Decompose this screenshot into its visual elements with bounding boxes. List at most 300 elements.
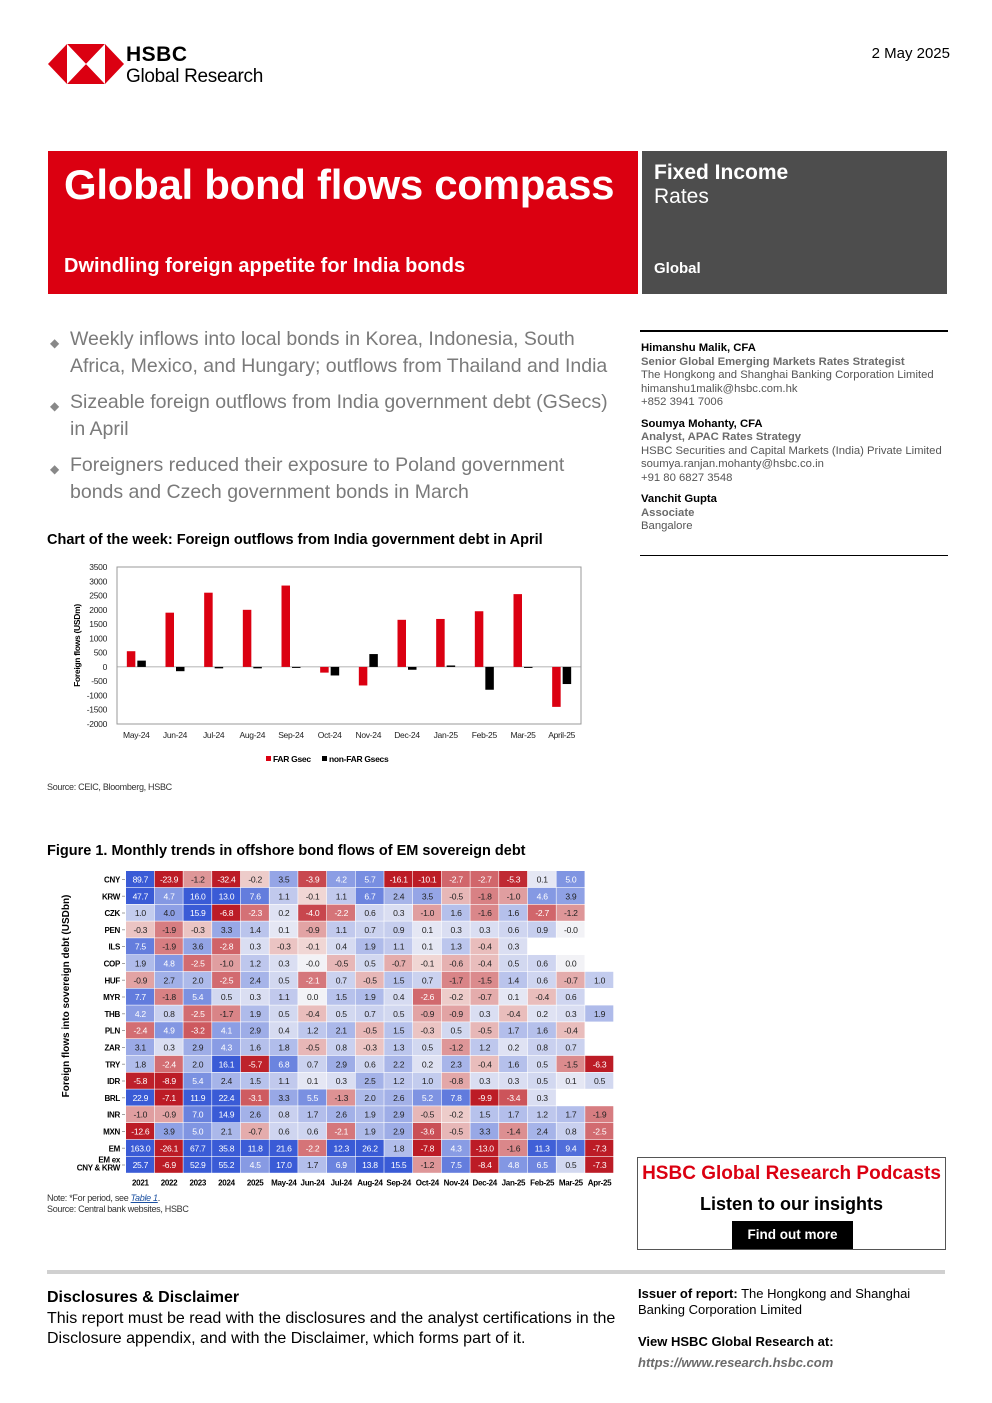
author-org: The Hongkong and Shanghai Banking Corporation Limited — [641, 369, 934, 381]
heatmap-cell-value: 0.5 — [450, 1025, 462, 1036]
bar-nonfar — [215, 667, 224, 668]
heatmap-cell-value: 2.6 — [335, 1109, 347, 1120]
heatmap-cell-value: -1.7 — [449, 975, 463, 986]
plot-frame — [117, 567, 581, 724]
heatmap-cell-value: -0.3 — [363, 1042, 377, 1053]
row-label: ZAR — [104, 1043, 120, 1053]
heatmap-cell-value: 6.7 — [364, 891, 376, 902]
heatmap-cell-value: 0.5 — [565, 1160, 577, 1171]
bar-far — [166, 613, 175, 667]
heatmap-cell-value: 0.5 — [536, 1059, 548, 1070]
chart-of-week-heading: Chart of the week: Foreign outflows from India government debt in April — [47, 532, 543, 548]
heatmap-cell-value: 1.1 — [278, 891, 290, 902]
heatmap-cell-value: 1.2 — [536, 1109, 548, 1120]
heatmap-cell-value: 2.9 — [249, 1025, 261, 1036]
bar-far — [475, 611, 484, 667]
heatmap-cell-value: 0.4 — [393, 992, 405, 1003]
heatmap-cell-value: -1.4 — [506, 1126, 521, 1137]
heatmap-cell-value: 0.0 — [307, 992, 319, 1003]
heatmap-cell-value: -0.2 — [449, 992, 463, 1003]
heatmap-cell-value: 0.6 — [507, 924, 519, 935]
heatmap-cell-value: 1.6 — [507, 1059, 519, 1070]
heatmap-cell-value: 3.3 — [220, 924, 232, 935]
heatmap-cell-value: 0.8 — [536, 1042, 548, 1053]
heatmap-cell-value: -8.4 — [477, 1160, 492, 1171]
heatmap-cell-value: 0.2 — [421, 1059, 433, 1070]
heatmap-cell-value: 1.1 — [278, 1076, 290, 1087]
author-phone: +852 3941 7006 — [641, 396, 723, 408]
author-name: Himanshu Malik, CFA — [641, 342, 756, 354]
heatmap-cell-value: 2.9 — [393, 1126, 405, 1137]
row-label: COP — [103, 959, 120, 969]
heatmap-cell-value: -0.5 — [420, 1109, 435, 1120]
column-label: Oct-24 — [415, 1178, 439, 1188]
heatmap-cell-value: 17.0 — [276, 1160, 292, 1171]
y-tick-label: 3500 — [89, 562, 107, 572]
heatmap-cell-value: 1.0 — [594, 975, 606, 986]
bar-nonfar — [485, 667, 494, 690]
bar-far — [359, 667, 368, 686]
bar-nonfar — [408, 667, 417, 670]
heatmap-cell-value: 1.5 — [393, 975, 405, 986]
heatmap-cell-value: 4.1 — [220, 1025, 232, 1036]
column-label: 2025 — [246, 1178, 264, 1188]
heatmap-cell-value: -2.5 — [190, 958, 205, 969]
column-label: 2023 — [189, 1178, 207, 1188]
heatmap-cell-value: 3.6 — [192, 941, 204, 952]
find-out-more-button[interactable]: Find out more — [732, 1221, 853, 1249]
author-title: Associate — [641, 506, 695, 519]
heatmap-cell-value: -0.9 — [162, 1109, 176, 1120]
key-points — [48, 326, 618, 515]
heatmap-cell-value: 1.9 — [364, 992, 376, 1003]
heatmap-cell-value: -6.3 — [592, 1059, 607, 1070]
heatmap-cell-value: -9.9 — [477, 1092, 492, 1103]
row-label: PLN — [104, 1026, 120, 1036]
bar-far — [127, 651, 136, 667]
brand-division: Global Research — [126, 66, 264, 87]
heatmap-cell-value: 3.3 — [278, 1092, 290, 1103]
heatmap-cell-value: 0.5 — [393, 1008, 405, 1019]
heatmap-cell-value: -0.4 — [477, 958, 492, 969]
heatmap-cell-value: 47.7 — [132, 891, 149, 902]
author-name: Vanchit Gupta — [641, 493, 717, 505]
heatmap-cell-value: 13.8 — [362, 1160, 378, 1171]
heatmap-cell-value: 4.6 — [536, 891, 548, 902]
heatmap-cell-value: -23.9 — [160, 874, 179, 885]
heatmap-cell-value: 0.1 — [507, 992, 519, 1003]
heatmap-cell-value: -0.5 — [334, 958, 349, 969]
heatmap-cell-value: -0.4 — [564, 1025, 578, 1036]
heatmap-cell-value: -1.8 — [477, 891, 492, 902]
legend-swatch — [322, 756, 327, 761]
x-tick-label: Dec-24 — [394, 730, 420, 740]
heatmap-cell-value: 21.6 — [276, 1143, 292, 1154]
key-point: ◆ Weekly inflows into local bonds in Korea, Indonesia, South Africa, Mexico, and Hungary; outflows from Thailand and India — [50, 328, 608, 377]
heatmap-cell-value: 0.1 — [278, 924, 290, 935]
heatmap-cell-value: 0.6 — [278, 1126, 290, 1137]
research-url-link[interactable]: https://www.research.hsbc.com — [638, 1355, 834, 1370]
heatmap-cell-value: 0.8 — [278, 1109, 290, 1120]
heatmap-cell-value: 5.7 — [364, 874, 376, 885]
heatmap-cell-value: -7.3 — [592, 1143, 607, 1154]
author-entry — [641, 418, 951, 486]
heatmap-cell-value: -1.2 — [564, 908, 578, 919]
heatmap-cell-value: 0.5 — [421, 1042, 433, 1053]
heatmap-cell-value: 0.5 — [536, 1076, 548, 1087]
heatmap-cell-value: -0.8 — [449, 1076, 463, 1087]
heatmap-cell-value: 7.6 — [249, 891, 261, 902]
chart-of-week-bar-chart — [60, 558, 600, 768]
heatmap-cell-value: 0.2 — [536, 1008, 548, 1019]
heatmap-cell-value: -1.6 — [506, 1143, 521, 1154]
heatmap-cell-value: -0.7 — [564, 975, 578, 986]
heatmap-cell-value: 0.5 — [278, 975, 290, 986]
heatmap-cell-value: 1.6 — [450, 908, 462, 919]
heatmap-cell-value: 0.9 — [393, 924, 405, 935]
heatmap-cell-value: 4.3 — [220, 1042, 232, 1053]
y-tick-label: 500 — [93, 647, 107, 658]
legend-swatch — [266, 756, 271, 761]
heatmap-cell-value: 4.8 — [507, 1160, 519, 1171]
heatmap-cell-value: 5.4 — [192, 1076, 204, 1087]
heatmap-cell-value: 52.9 — [189, 1160, 206, 1171]
author-org: Bangalore — [641, 520, 693, 532]
heatmap-cell-value: -0.4 — [506, 1008, 521, 1019]
bar-far — [282, 586, 291, 667]
heatmap-cell-value: 4.5 — [249, 1160, 261, 1171]
author-email[interactable]: himanshu1malik@hsbc.com.hk — [641, 382, 798, 395]
heatmap-cell-value: 3.9 — [163, 1126, 175, 1137]
x-tick-label: April-25 — [548, 730, 576, 740]
column-label: 2022 — [160, 1178, 178, 1188]
row-label: INR — [107, 1110, 120, 1120]
heatmap-cell-value: 2.4 — [249, 975, 261, 986]
heatmap-cell-value: 1.0 — [421, 1076, 433, 1087]
heatmap-cell-value: 9.4 — [565, 1143, 577, 1154]
heatmap-cell-value: 7.0 — [192, 1109, 204, 1120]
heatmap-cell-value: -7.3 — [592, 1160, 607, 1171]
column-label: May-24 — [271, 1178, 297, 1188]
bar-nonfar — [447, 665, 456, 666]
y-tick-label: 1500 — [89, 619, 107, 630]
heatmap-cell-value: 2.0 — [364, 1092, 376, 1103]
heatmap-cell-value: 0.3 — [249, 941, 261, 952]
author-phone: +91 80 6827 3548 — [641, 471, 733, 484]
heatmap-cell-value: 2.1 — [335, 1025, 347, 1036]
heatmap-cell-value: 0.7 — [364, 1008, 376, 1019]
heatmap-cell-value: -0.9 — [133, 975, 148, 986]
bar-nonfar — [292, 667, 301, 668]
x-tick-label: Aug-24 — [239, 730, 266, 740]
heatmap-cell-value: 12.3 — [333, 1143, 350, 1154]
heatmap-cell-value: -0.4 — [477, 941, 492, 952]
heatmap-cell-value: -7.8 — [420, 1143, 435, 1154]
heatmap-cell-value: -0.3 — [420, 1025, 435, 1036]
y-axis-label: Foreign flows (USDm) — [72, 604, 82, 687]
column-label: Mar-25 — [558, 1178, 583, 1188]
heatmap-cell-value: 15.5 — [390, 1160, 407, 1171]
heatmap-cell-value: 22.9 — [132, 1092, 149, 1103]
heatmap-cell-value: -0.9 — [420, 1008, 435, 1019]
heatmap-cell-value: 0.0 — [565, 958, 577, 969]
heatmap-cell-value: -1.2 — [420, 1160, 435, 1171]
heatmap-cell-value: 1.2 — [393, 1076, 405, 1087]
heatmap-cell-value: 1.1 — [335, 924, 347, 935]
heatmap-cell-value: -2.3 — [248, 908, 262, 919]
heatmap-cell-value: 4.2 — [335, 874, 347, 885]
y-tick-label: 3000 — [89, 576, 107, 587]
heatmap-cell-value: 2.4 — [393, 891, 405, 902]
heatmap-cell-value: 3.3 — [479, 1126, 491, 1137]
row-label: MXN — [103, 1127, 120, 1137]
row-label: EM ex — [98, 1155, 120, 1165]
heatmap-cell-value: 3.9 — [565, 891, 577, 902]
heatmap-cell-value: -1.3 — [334, 1092, 349, 1103]
heatmap-cell-value: -2.6 — [420, 992, 435, 1003]
heatmap-cell-value: 0.8 — [335, 1042, 347, 1053]
heatmap-cell-value: 1.0 — [134, 908, 146, 919]
heatmap-cell-value: 0.8 — [565, 1126, 577, 1137]
heatmap-cell-value: -6.8 — [219, 908, 234, 919]
heatmap-cell-value: 1.9 — [364, 1109, 376, 1120]
heatmap-cell-value: 0.3 — [393, 908, 405, 919]
bar-far — [552, 667, 561, 707]
bar-nonfar — [524, 667, 533, 668]
heatmap-cell-value: 0.3 — [335, 1076, 347, 1087]
heatmap-cell-value: -2.8 — [219, 941, 234, 952]
bar-nonfar — [331, 667, 340, 676]
heatmap-cell-value: 6.5 — [536, 1160, 548, 1171]
heatmap-cell-value: 67.7 — [189, 1143, 206, 1154]
x-tick-label: Sep-24 — [278, 730, 304, 740]
disclosure-text: This report must be read with the disclosures and the analyst certifications in the Disclosure appendix, and with the Disclaimer, which forms part of it. — [47, 1310, 616, 1347]
heatmap-cell-value: 0.6 — [307, 1126, 319, 1137]
x-tick-label: Jan-25 — [433, 730, 458, 740]
heatmap-cell-value: 1.3 — [393, 1042, 405, 1053]
legend-label: non-FAR Gsecs — [329, 754, 389, 764]
column-label: Jul-24 — [330, 1178, 352, 1188]
heatmap-cell-value: 25.7 — [132, 1160, 149, 1171]
author-email[interactable]: soumya.ranjan.mohanty@hsbc.co.in — [641, 458, 824, 470]
heatmap-cell-value: 2.6 — [393, 1092, 405, 1103]
heatmap-cell-value: -2.1 — [305, 975, 320, 986]
heatmap-cell-value: -0.7 — [248, 1126, 262, 1137]
heatmap-cell-value: -2.5 — [592, 1126, 607, 1137]
heatmap-cell-value: 1.9 — [134, 958, 146, 969]
heatmap-cell-value: 0.5 — [364, 958, 376, 969]
heatmap-cell-value: -0.2 — [248, 874, 262, 885]
heatmap-cell-value: -2.7 — [535, 908, 549, 919]
heatmap-cell-value: -8.9 — [162, 1076, 176, 1087]
bar-far — [436, 619, 445, 667]
authors-divider-bottom — [640, 555, 948, 556]
heatmap-cell-value: 1.4 — [249, 924, 261, 935]
column-label: Nov-24 — [443, 1178, 469, 1188]
row-label: KRW — [101, 892, 120, 902]
issuer-info: Issuer of report: The Hongkong and Shanghai Banking Corporation Limited — [638, 1286, 911, 1317]
diamond-bullet-icon: ◆ — [50, 462, 60, 476]
heatmap-cell-value: 0.3 — [565, 1008, 577, 1019]
row-label: CZK — [104, 909, 120, 919]
x-tick-label: Jul-24 — [202, 730, 225, 740]
heatmap-cell-value: 5.4 — [192, 992, 204, 1003]
heatmap-cell-value: 3.5 — [421, 891, 433, 902]
heatmap-cell-value: 3.5 — [278, 874, 290, 885]
heatmap-cell-value: 7.7 — [134, 992, 146, 1003]
heatmap-cell-value: 1.5 — [335, 992, 347, 1003]
column-label: 2021 — [132, 1178, 149, 1188]
heatmap-cell-value: 1.8 — [278, 1042, 290, 1053]
figure-note: Note: *For period, see Table 1. — [47, 1193, 160, 1203]
heatmap-cell-value: 1.6 — [249, 1042, 261, 1053]
heatmap-cell-value: 0.5 — [335, 1008, 347, 1019]
heatmap-cell-value: 1.1 — [278, 992, 290, 1003]
heatmap-cell-value: 0.3 — [163, 1042, 175, 1053]
heatmap-cell-value: -1.0 — [133, 1109, 148, 1120]
x-tick-label: Mar-25 — [510, 730, 536, 740]
heatmap-cell-value: 7.5 — [450, 1160, 462, 1171]
bar-far — [514, 594, 523, 667]
heatmap-cell-value: 1.1 — [393, 941, 405, 952]
heatmap-cell-value: -0.2 — [449, 1109, 463, 1120]
report-title: Global bond flows compass — [64, 161, 615, 208]
heatmap-cell-value: 22.4 — [218, 1092, 235, 1103]
heatmap-cell-value: -0.4 — [305, 1008, 320, 1019]
heatmap-cell-value: 16.1 — [218, 1059, 235, 1070]
heatmap-cell-value: -1.5 — [477, 975, 492, 986]
heatmap-cell-value: 0.7 — [307, 1059, 319, 1070]
heatmap-cell-value: -2.5 — [190, 1008, 205, 1019]
heatmap-cell-value: -1.7 — [219, 1008, 234, 1019]
y-tick-label: 1000 — [89, 633, 107, 644]
row-label: THB — [104, 1009, 120, 1019]
heatmap-cell-value: 2.0 — [192, 975, 204, 986]
bar-far — [204, 593, 213, 667]
heatmap-cell-value: 0.1 — [307, 1076, 319, 1087]
heatmap-cell-value: -2.4 — [133, 1025, 148, 1036]
heatmap-cell-value: 14.9 — [218, 1109, 235, 1120]
heatmap-cell-value: -26.1 — [160, 1143, 179, 1154]
heatmap-cell-value: -4.0 — [305, 908, 320, 919]
heatmap-cell-value: 1.8 — [134, 1059, 146, 1070]
heatmap-cell-value: 0.9 — [536, 924, 548, 935]
heatmap-cell-value: 1.1 — [335, 891, 347, 902]
row-label: PEN — [104, 925, 120, 935]
heatmap-cell-value: 1.5 — [479, 1109, 491, 1120]
heatmap-cell-value: 5.0 — [565, 874, 577, 885]
x-tick-label: Jun-24 — [162, 730, 188, 740]
heatmap-cell-value: -5.8 — [133, 1076, 148, 1087]
heatmap-cell-value: 2.5 — [364, 1076, 376, 1087]
heatmap-cell-value: 0.2 — [278, 908, 290, 919]
heatmap-cell-value: 0.3 — [536, 1092, 548, 1103]
bar-far — [398, 620, 407, 667]
heatmap-cell-value: 0.3 — [249, 992, 261, 1003]
view-research-heading: View HSBC Global Research at: — [638, 1334, 834, 1349]
heatmap-cell-value: 0.6 — [536, 975, 548, 986]
heatmap-cell-value: -0.5 — [363, 1025, 377, 1036]
heatmap-cell-value: -0.6 — [449, 958, 463, 969]
heatmap-cell-value: -0.5 — [449, 1126, 463, 1137]
heatmap-cell-value: 2.4 — [220, 1076, 232, 1087]
heatmap-cell-value: -2.2 — [334, 908, 349, 919]
podcast-subtitle: Listen to our insights — [700, 1194, 883, 1214]
heatmap-cell-value: 1.5 — [393, 1025, 405, 1036]
bar-far — [320, 667, 329, 673]
author-title: Analyst, APAC Rates Strategy — [641, 431, 802, 443]
column-label: Dec-24 — [472, 1178, 497, 1188]
heatmap-cell-value: -0.4 — [535, 992, 549, 1003]
heatmap-cell-value: 2.9 — [192, 1042, 204, 1053]
heatmap-cell-value: -3.1 — [248, 1092, 262, 1103]
column-label: Jan-25 — [501, 1178, 526, 1188]
row-label: MYR — [103, 993, 120, 1003]
column-label: Apr-25 — [587, 1178, 612, 1188]
heatmap-cell-value: -1.9 — [592, 1109, 607, 1120]
heatmap-cell-value: 4.8 — [163, 958, 175, 969]
authors-panel — [641, 342, 951, 542]
heatmap-cell-value: 1.9 — [594, 1008, 606, 1019]
heatmap-cell-value: 11.3 — [534, 1143, 550, 1154]
heatmap-cell-value: -0.5 — [305, 1042, 320, 1053]
heatmap-cell-value: 0.5 — [507, 958, 519, 969]
heatmap-cell-value: 5.0 — [192, 1126, 204, 1137]
heatmap-cell-value: 5.5 — [307, 1092, 319, 1103]
heatmap-cell-value: 1.2 — [307, 1025, 319, 1036]
table1-link[interactable]: Table 1 — [130, 1193, 158, 1203]
bar-nonfar — [137, 661, 146, 667]
heatmap-cell-value: -32.4 — [217, 874, 236, 885]
heatmap-cell-value: 0.6 — [565, 992, 577, 1003]
heatmap-cell-value: 2.3 — [450, 1059, 462, 1070]
heatmap-cell-value: -2.4 — [162, 1059, 176, 1070]
heatmap-cell-value: 15.9 — [189, 908, 206, 919]
heatmap-cell-value: -0.4 — [477, 1059, 492, 1070]
bar-nonfar — [176, 667, 185, 671]
heatmap-cell-value: -3.4 — [506, 1092, 521, 1103]
heatmap-cell-value: -2.2 — [305, 1143, 320, 1154]
heatmap-cell-value: 0.4 — [278, 1025, 290, 1036]
author-entry — [641, 493, 951, 534]
heatmap-cell-value: -13.0 — [475, 1143, 494, 1154]
heatmap-cell-value: -0.3 — [190, 924, 205, 935]
heatmap-cell-value: 0.1 — [565, 1076, 577, 1087]
heatmap-cell-value: 0.1 — [421, 941, 433, 952]
heatmap-cell-value: -3.9 — [305, 874, 320, 885]
heatmap-cell-value: -1.0 — [219, 958, 234, 969]
author-entry — [641, 342, 951, 410]
heatmap-cell-value: -3.6 — [420, 1126, 435, 1137]
author-title: Senior Global Emerging Markets Rates Strategist — [641, 355, 905, 368]
column-label: Feb-25 — [530, 1178, 555, 1188]
heatmap-cell-value: 1.8 — [393, 1143, 405, 1154]
heatmap-cell-value: -10.1 — [418, 874, 437, 885]
heatmap-cell-value: 1.6 — [536, 1025, 548, 1036]
heatmap-cell-value: 4.2 — [134, 1008, 146, 1019]
heatmap-cell-value: -5.3 — [506, 874, 521, 885]
heatmap-cell-value: 13.0 — [218, 891, 235, 902]
y-tick-label: -500 — [91, 676, 107, 687]
heatmap-cell-value: 1.9 — [364, 1126, 376, 1137]
heatmap-cell-value: 55.2 — [218, 1160, 235, 1171]
key-point: ◆ Sizeable foreign outflows from India government debt (GSecs) in April — [50, 391, 608, 440]
category-primary: Fixed Income — [654, 161, 789, 184]
row-label: TRY — [105, 1060, 120, 1070]
heatmap-cell-value: 6.9 — [335, 1160, 347, 1171]
heatmap-cell-value: 1.7 — [565, 1109, 577, 1120]
heatmap-cell-value: 2.9 — [335, 1059, 347, 1070]
